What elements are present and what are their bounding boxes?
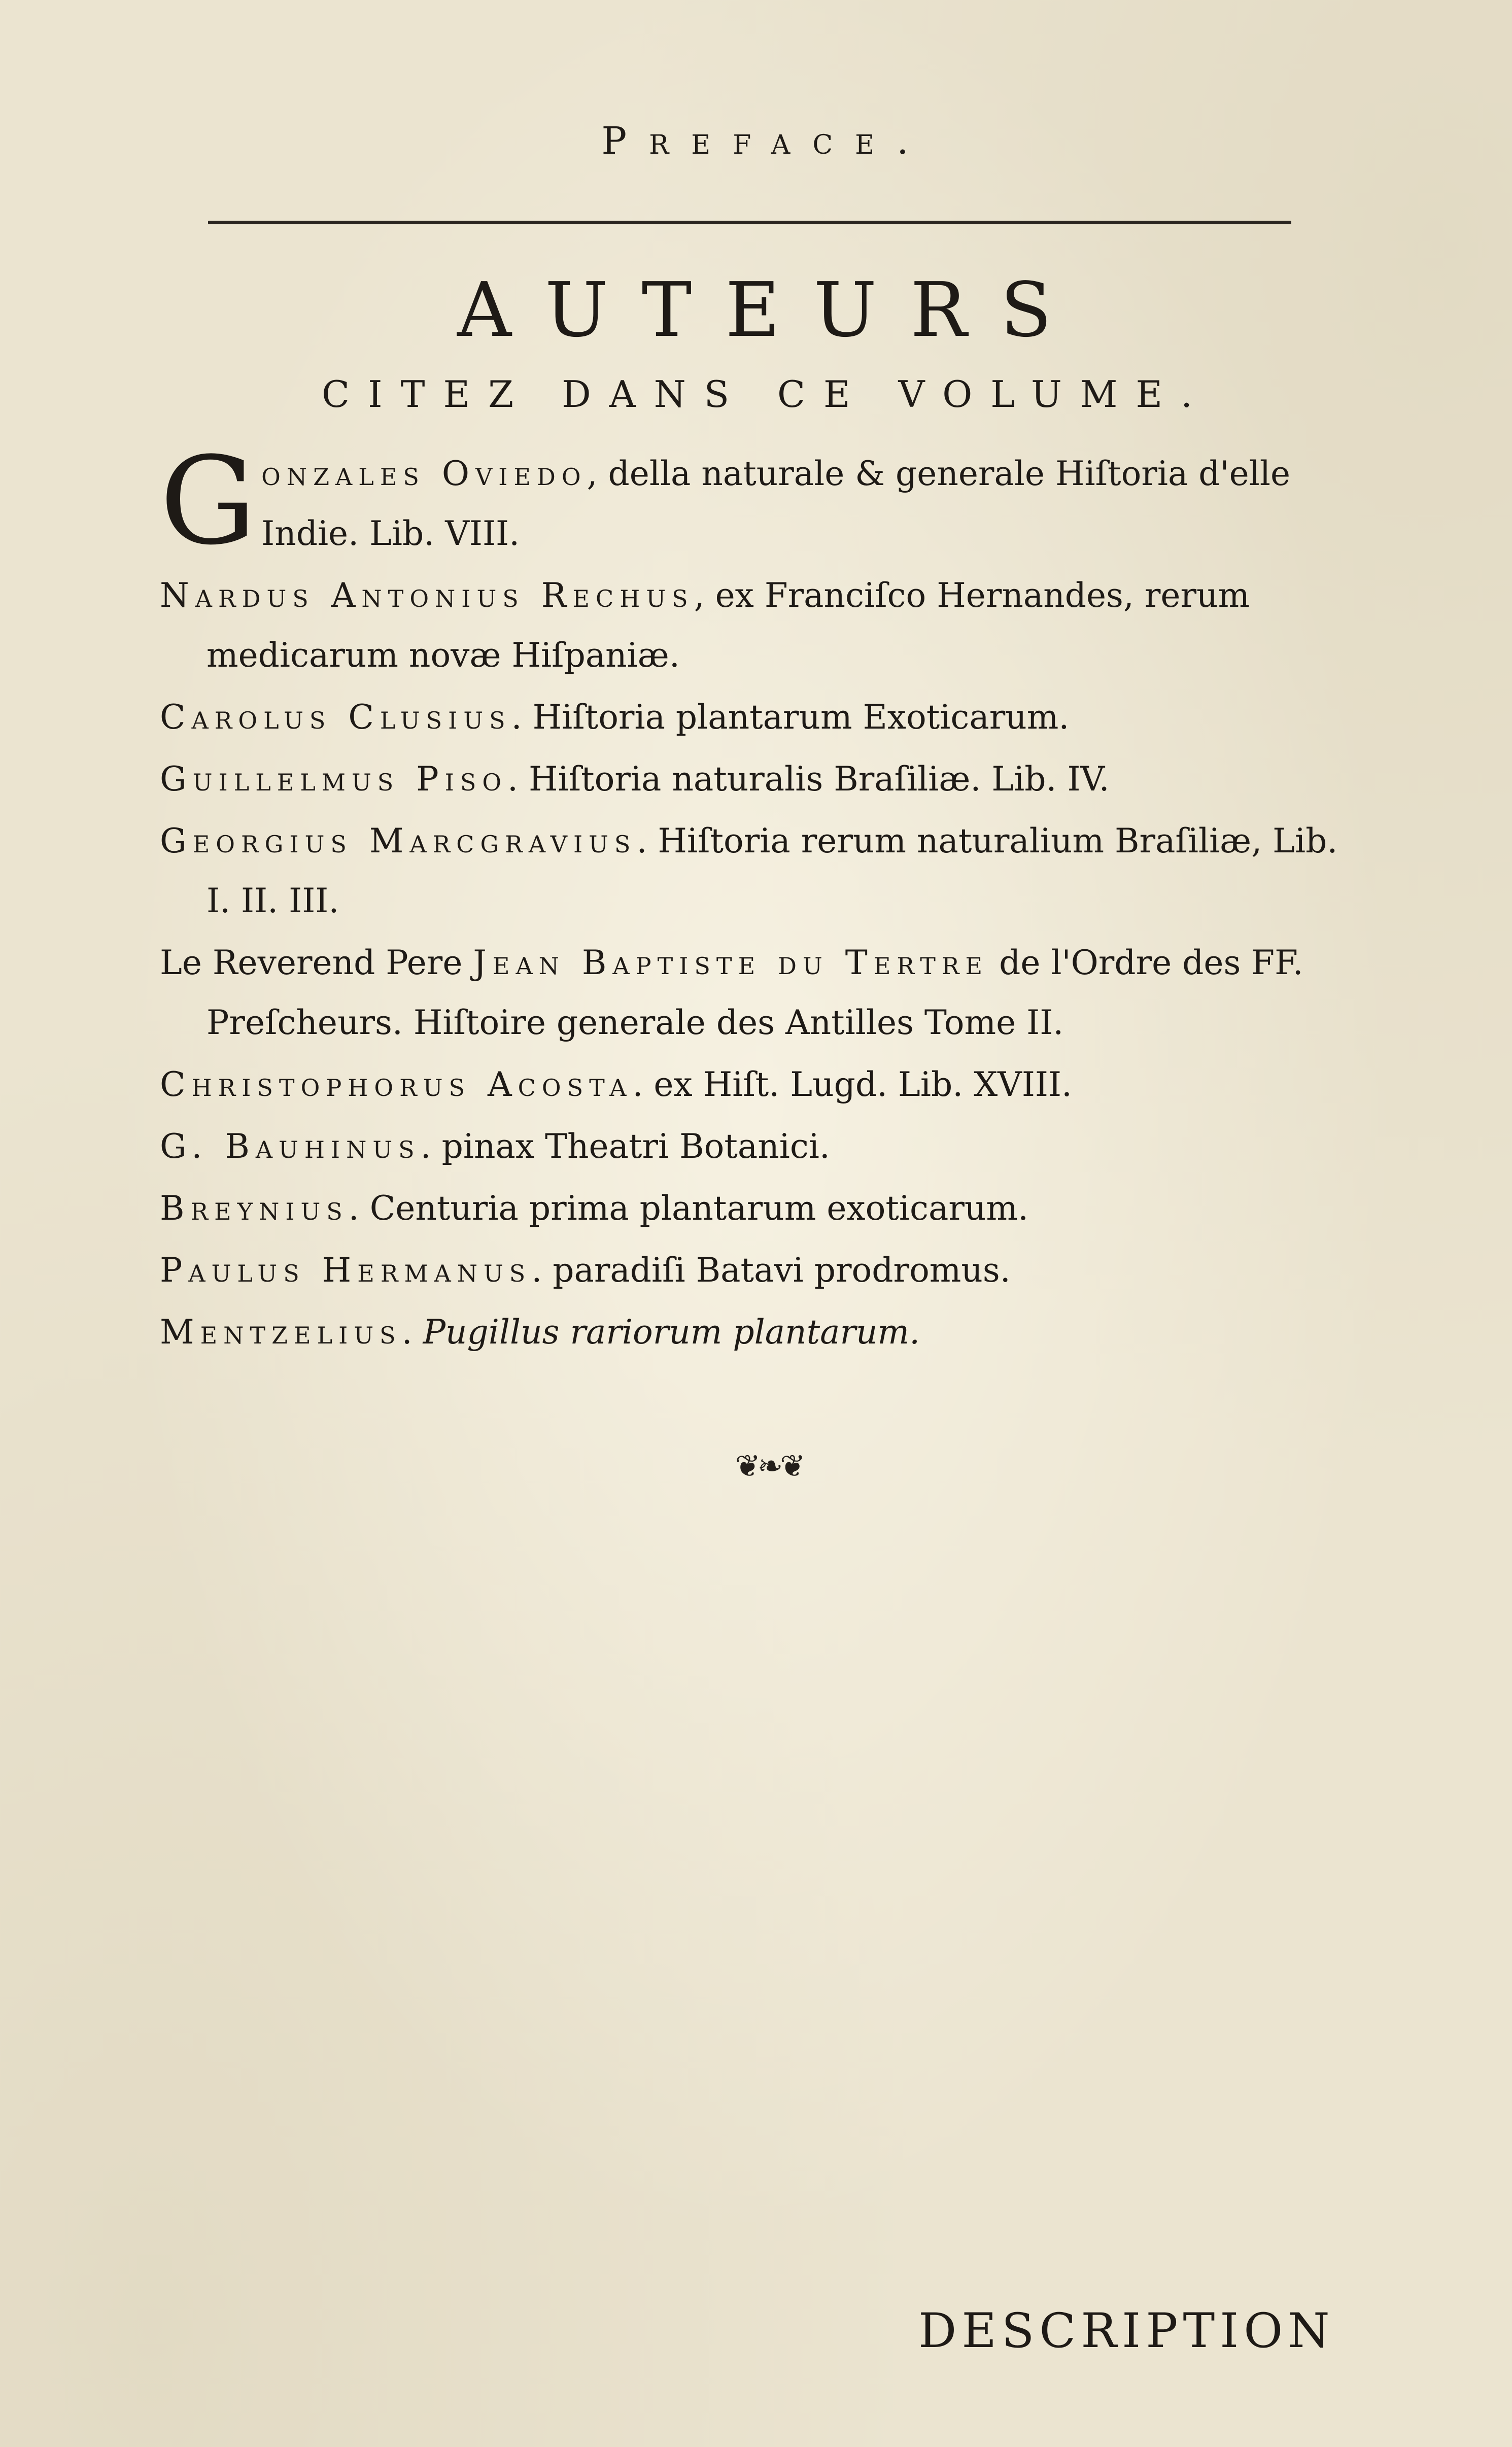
author-name: Christophorus Acosta (160, 1065, 633, 1104)
author-work: . paradiſi Batavi prodromus. (531, 1251, 1011, 1290)
author-name: Nardus Antonius Rechus (160, 576, 694, 615)
header-rule (208, 221, 1291, 224)
running-head: Preface. (601, 119, 931, 163)
author-entry (160, 566, 1357, 685)
author-entry (160, 687, 1357, 747)
section-title: AUTEURS (457, 266, 1085, 354)
author-name: Georgius Marcgravius (160, 821, 637, 860)
author-work: . Centuria prima plantarum exoticarum. (348, 1189, 1028, 1228)
ornament-icon: ❦❧❦ (735, 1449, 803, 1484)
author-name: Jean Baptiste du Tertre (473, 943, 989, 982)
author-entry (160, 1240, 1357, 1300)
section-subtitle: CITEZ DANS CE VOLUME. (322, 373, 1211, 416)
authors-list (160, 431, 1357, 1364)
author-name: Carolus Clusius (160, 698, 511, 737)
author-prefix: Le Reverend Pere (160, 943, 473, 982)
author-work: . pinax Theatri Botanici. (420, 1127, 830, 1166)
author-work: . Hiſtoria plantarum Exoticarum. (511, 698, 1070, 737)
author-entry (160, 431, 1357, 572)
author-entry (160, 811, 1357, 931)
author-work: . Hiſtoria rerum naturalium Braſiliæ, Lib. I. II. III. (207, 821, 1338, 920)
author-name: G. Bauhinus (160, 1127, 421, 1166)
author-work: , ex Franciſco Hernandes, rerum medicarum novæ Hiſpaniæ. (207, 576, 1250, 675)
author-entry (160, 1055, 1357, 1115)
author-entry (160, 1179, 1357, 1238)
catchword: DESCRIPTION (918, 2303, 1335, 2359)
author-name: Mentzelius (160, 1313, 402, 1352)
author-name: onzales Oviedo (261, 454, 587, 493)
author-name: Guillelmus Piso (160, 760, 508, 799)
author-entry (160, 1117, 1357, 1177)
author-work: , della naturale & generale Hiſtoria d'elle Indie. Lib. VIII. (261, 454, 1291, 553)
author-work-italic: Pugillus rariorum plantarum. (423, 1313, 920, 1352)
author-work: de l'Ordre des FF. Preſcheurs. Hiſtoire generale des Antilles Tome II. (207, 943, 1303, 1042)
author-entry (160, 933, 1357, 1053)
author-work: . Hiſtoria naturalis Braſiliæ. Lib. IV. (507, 760, 1110, 799)
author-work: . (401, 1313, 423, 1352)
author-work: . ex Hiſt. Lugd. Lib. XVIII. (632, 1065, 1073, 1104)
author-name: Paulus Hermanus (160, 1251, 532, 1290)
author-name: Breynius (160, 1189, 349, 1228)
author-entry (160, 1302, 1357, 1362)
drop-cap: G (160, 431, 257, 572)
author-entry (160, 749, 1357, 809)
